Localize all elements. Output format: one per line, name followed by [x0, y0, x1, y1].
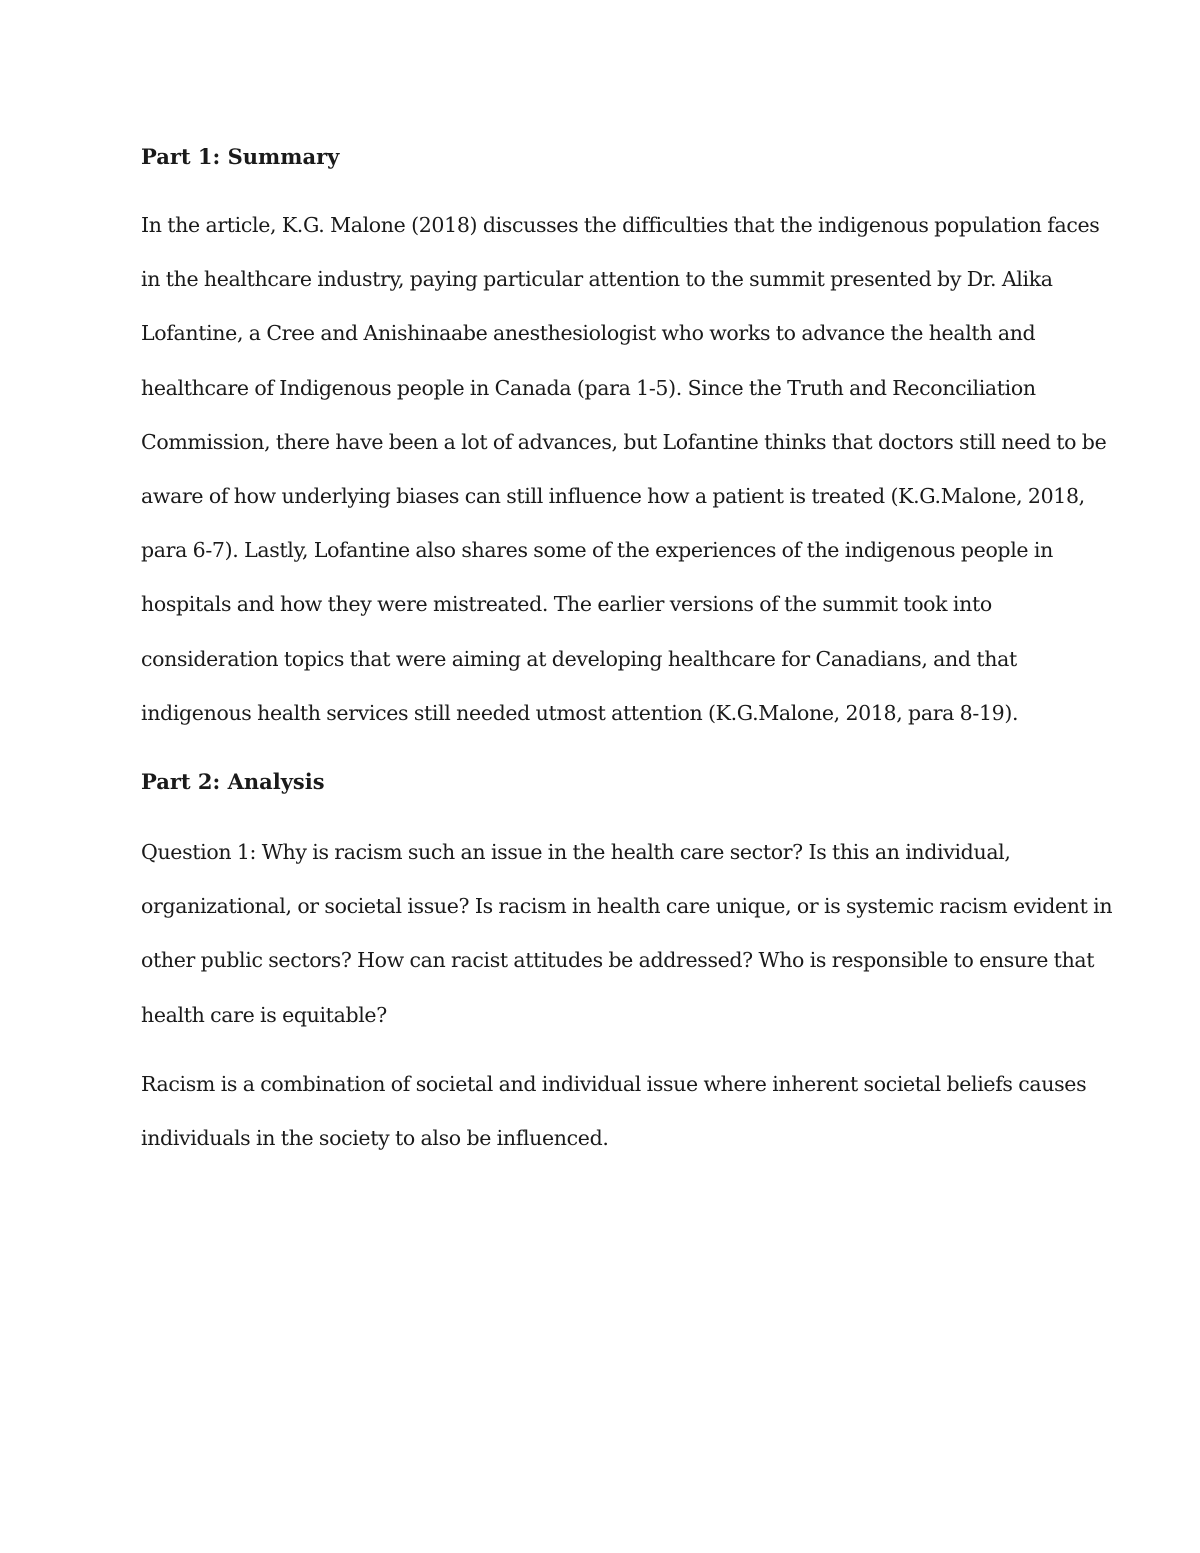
summary-line: Lofantine, a Cree and Anishinaabe anesthesiologist who works to advance the health and: [141, 321, 1036, 346]
summary-line: hospitals and how they were mistreated. The earlier versions of the summit took into: [141, 592, 992, 617]
answer-paragraph: [141, 1057, 1087, 1165]
summary-line: aware of how underlying biases can still influence how a patient is treated (K.G.Malone, 2018,: [141, 484, 1085, 509]
summary-paragraph: [141, 198, 1107, 740]
part2-heading: Part 2: Analysis: [141, 769, 325, 794]
question-line: health care is equitable?: [141, 1002, 387, 1027]
summary-line: para 6-7). Lastly, Lofantine also shares some of the experiences of the indigenous people in: [141, 538, 1053, 563]
question-line: organizational, or societal issue? Is racism in health care unique, or is systemic racism evident in: [141, 894, 1113, 919]
answer-line: individuals in the society to also be influenced.: [141, 1126, 609, 1151]
summary-line: In the article, K.G. Malone (2018) discusses the difficulties that the indigenous population faces: [141, 213, 1100, 237]
answer-line: Racism is a combination of societal and individual issue where inherent societal beliefs causes: [141, 1072, 1087, 1096]
summary-line: healthcare of Indigenous people in Canada (para 1-5). Since the Truth and Reconciliation: [141, 375, 1036, 400]
summary-line: in the healthcare industry, paying particular attention to the summit presented by Dr. Alika: [141, 267, 1053, 292]
summary-line: indigenous health services still needed utmost attention (K.G.Malone, 2018, para 8-19).: [141, 700, 1019, 725]
summary-line: Commission, there have been a lot of advances, but Lofantine thinks that doctors still need to be: [141, 429, 1107, 454]
summary-line: consideration topics that were aiming at developing healthcare for Canadians, and that: [141, 646, 1017, 671]
part1-heading: Part 1: Summary: [141, 144, 340, 169]
question-line: other public sectors? How can racist attitudes be addressed? Who is responsible to ensure that: [141, 948, 1095, 973]
question-paragraph: [141, 825, 1113, 1042]
question-line: Question 1: Why is racism such an issue in the health care sector? Is this an individual,: [141, 840, 1011, 864]
